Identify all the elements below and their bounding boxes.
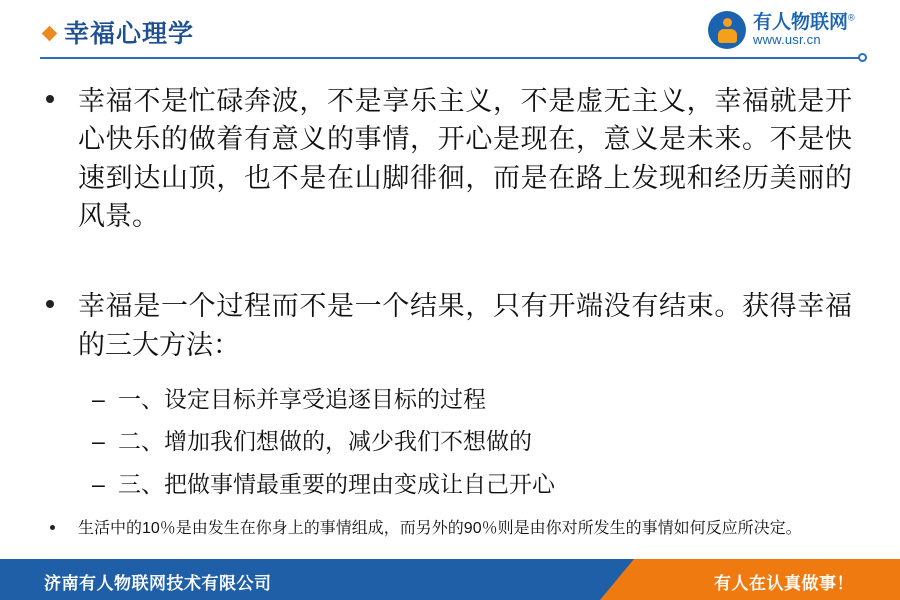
header-divider-end-dot-icon (858, 53, 867, 62)
registered-trademark-icon: ® (848, 12, 855, 23)
logo-company-name (753, 13, 855, 33)
bullet-paragraph-1 (0, 82, 900, 235)
diamond-bullet-icon (42, 26, 58, 42)
company-logo (708, 8, 884, 52)
logo-company-name-text: 有人物联网 (753, 12, 849, 34)
bullet-dot-icon (46, 95, 54, 103)
dash-marker-icon: – (92, 385, 105, 412)
sub-bullet-2-text: 二、增加我们想做的，减少我们不想做的 (118, 428, 532, 455)
sub-bullet-2 (0, 424, 900, 459)
sub-bullet-1-text: 一、设定目标并享受追逐目标的过程 (118, 385, 486, 412)
footer-slogan: 有人在认真做事！ (714, 574, 854, 593)
bullet-dot-icon (50, 525, 55, 530)
sub-bullet-3 (0, 467, 900, 502)
bullet-paragraph-2 (0, 287, 900, 364)
page-title: 幸福心理学 (64, 20, 195, 48)
bullet-dot-icon (46, 300, 54, 308)
bullet-paragraph-2-text: 幸福是一个过程而不是一个结果，只有开端没有结束。获得幸福的三大方法： (78, 291, 852, 360)
slide-footer (0, 559, 900, 600)
footnote-bullet (0, 517, 900, 541)
slide-header (0, 0, 900, 62)
bullet-paragraph-1-text: 幸福不是忙碌奔波，不是享乐主义，不是虚无主义，幸福就是开心快乐的做着有意义的事情，开心是现在，意义是未来。不是快速到达山顶，也不是在山脚徘徊，而是在路上发现和经历美丽的风景。 (78, 86, 852, 231)
sub-bullet-3-text: 三、把做事情最重要的理由变成让自己开心 (118, 470, 555, 497)
person-logo-icon (708, 11, 746, 49)
sub-bullet-1 (0, 382, 900, 417)
slide-body (0, 62, 900, 567)
dash-marker-icon: – (92, 428, 105, 455)
footer-company-name: 济南有人物联网技术有限公司 (44, 574, 272, 593)
logo-text-block (753, 13, 855, 47)
footnote-text: 生活中的10％是由发生在你身上的事情组成，而另外的90％则是由你对所发生的事情如何反应所决定。 (78, 520, 802, 538)
logo-website-url: www.usr.cn (753, 32, 821, 48)
dash-marker-icon: – (92, 470, 105, 497)
header-divider (40, 57, 862, 59)
